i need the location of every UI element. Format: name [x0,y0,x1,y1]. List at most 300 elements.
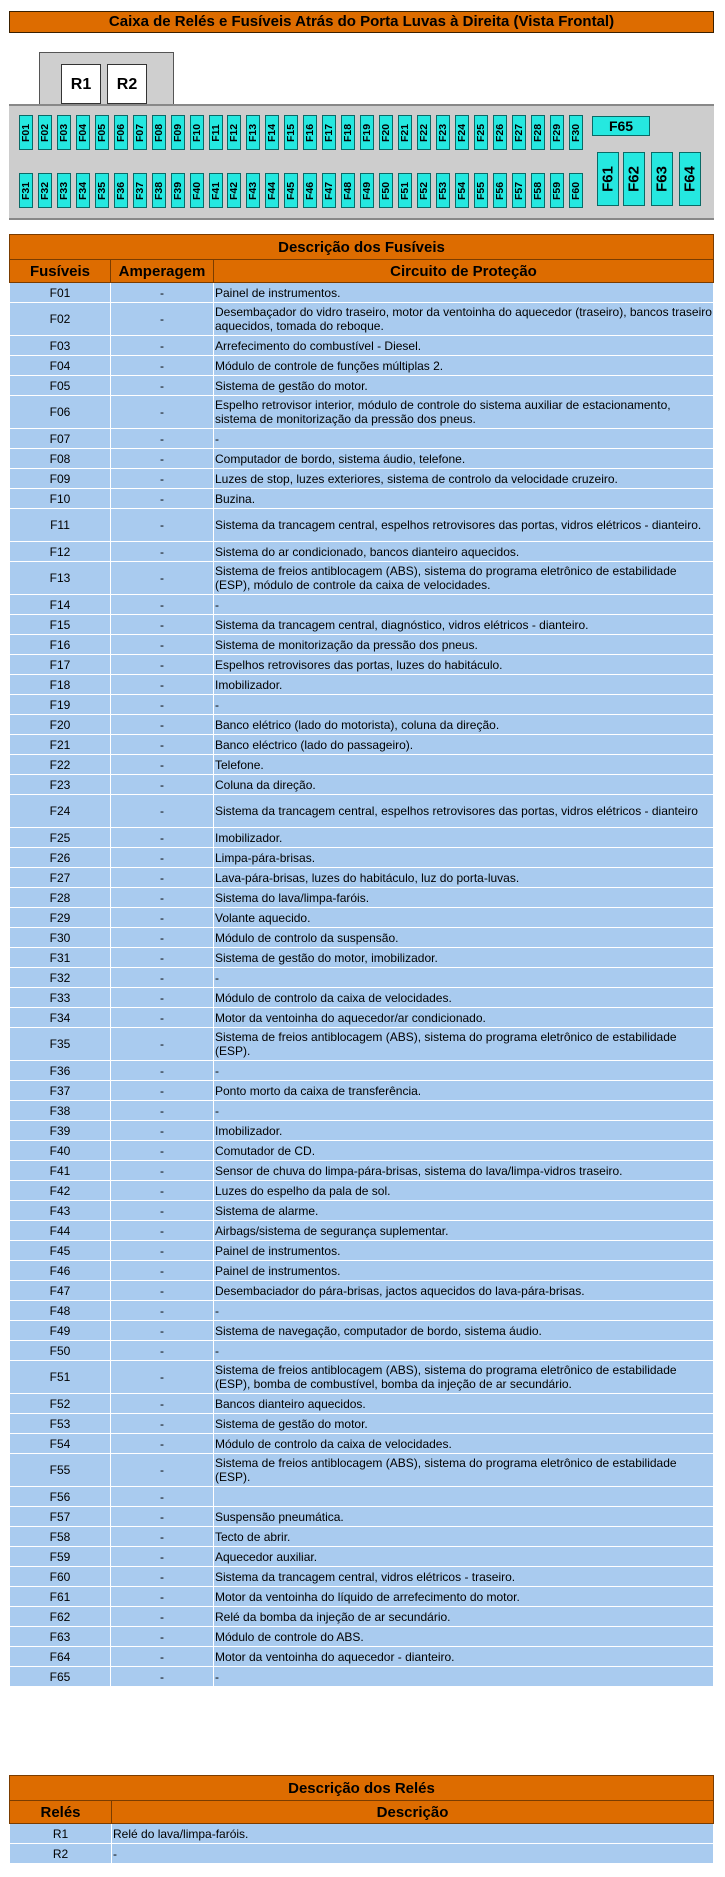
fuse-f53 [436,173,450,208]
fuse-label: F20 [380,123,393,142]
circuit-cell: Sensor de chuva do limpa-pára-brisas, sistema do lava/limpa-vidros traseiro. [214,1161,714,1181]
fuse-id-cell: F45 [10,1241,111,1261]
fuse-id-cell: F26 [10,848,111,868]
fuse-id-cell: F30 [10,928,111,948]
amperage-cell: - [111,868,214,888]
fuse-id-cell: F07 [10,429,111,449]
fuse-label: F05 [95,123,108,142]
fuse-label: F51 [399,181,411,200]
table-row [10,635,714,655]
table-row [10,1181,714,1201]
amperage-cell: - [111,795,214,828]
table-row [10,336,714,356]
fuse-label: F53 [436,181,449,200]
fuse-f49 [360,173,374,208]
table-row [10,1844,714,1864]
circuit-cell: Sistema de monitorização da pressão dos pneus. [214,635,714,655]
fuse-id-cell: F63 [10,1627,111,1647]
fuse-label: F61 [599,166,617,192]
amperage-cell: - [111,1627,214,1647]
circuit-cell: Suspensão pneumática. [214,1507,714,1527]
circuit-cell: Comutador de CD. [214,1141,714,1161]
fuse-id-cell: F37 [10,1081,111,1101]
fuse-id-cell: F49 [10,1321,111,1341]
fuse-f32 [38,173,52,208]
fuse-label: F35 [95,181,108,200]
fuse-f47 [322,173,336,208]
fuse-label: F41 [209,181,222,200]
fuse-label: F58 [531,181,544,200]
amperage-cell: - [111,1141,214,1161]
fuse-f26 [493,115,507,150]
fuse-f18 [341,115,355,150]
table-row [10,542,714,562]
fuse-id-cell: F05 [10,376,111,396]
fuse-label: F63 [653,166,671,192]
amperage-cell: - [111,1221,214,1241]
amperage-cell: - [111,755,214,775]
fuse-f13 [246,115,260,150]
fuse-label: F40 [190,181,203,200]
table-row [10,1121,714,1141]
fuse-f23 [436,115,450,150]
fuse-id-cell: F18 [10,675,111,695]
circuit-cell: Módulo de controlo da caixa de velocidades. [214,1434,714,1454]
amperage-cell: - [111,988,214,1008]
fuse-f27 [512,115,526,150]
table-row [10,828,714,848]
table-row [10,1301,714,1321]
amperage-cell: - [111,1161,214,1181]
circuit-cell: Espelho retrovisor interior, módulo de controle do sistema auxiliar de estacionamento, sistema de monitorização da pressão dos pneus. [214,396,714,429]
amperage-cell: - [111,1201,214,1221]
amperage-cell: - [111,1121,214,1141]
fuse-label: F32 [38,181,51,200]
fuse-label: F27 [512,123,525,142]
circuit-cell: Sistema da trancagem central, espelhos retrovisores das portas, vidros elétricos - dianteiro [214,795,714,828]
fuse-f38 [152,173,166,208]
table-row [10,775,714,795]
fuse-f33 [57,173,71,208]
fuse-id-cell: F20 [10,715,111,735]
relay-housing [39,52,174,104]
fuse-id-cell: F38 [10,1101,111,1121]
relay-table-caption: Descrição dos Relés [10,1776,714,1801]
fuse-id-cell: F35 [10,1028,111,1061]
fuse-f55 [474,173,488,208]
fuse-id-cell: F11 [10,509,111,542]
fuse-id-cell: F01 [10,283,111,303]
table-row [10,1824,714,1844]
amperage-cell: - [111,1414,214,1434]
fuse-label: F03 [57,123,70,142]
fuse-f04 [76,115,90,150]
fuse-id-cell: F44 [10,1221,111,1241]
fuse-label: F25 [474,123,487,142]
fuse-f57 [512,173,526,208]
circuit-cell: Sistema de freios antiblocagem (ABS), sistema do programa eletrônico de estabilidade (ESP). [214,1454,714,1487]
fuse-f56 [493,173,507,208]
fuse-id-cell: F17 [10,655,111,675]
fuse-label: F08 [152,123,165,142]
amperage-cell: - [111,1527,214,1547]
fuse-id-cell: F62 [10,1607,111,1627]
fuse-f19 [360,115,374,150]
circuit-cell: - [214,1341,714,1361]
fuse-id-cell: F34 [10,1008,111,1028]
fuse-f12 [227,115,241,150]
fuse-label: F39 [171,181,184,200]
fuse-label: F13 [247,123,260,142]
amperage-cell: - [111,449,214,469]
fuse-id-cell: F09 [10,469,111,489]
fuse-id-cell: F04 [10,356,111,376]
page-title: Caixa de Relés e Fusíveis Atrás do Porta Luvas à Direita (Vista Frontal) [9,11,714,33]
fuse-f28 [531,115,545,150]
fuse-f03 [57,115,71,150]
fuse-label: F11 [209,123,222,142]
fuse-f30 [569,115,583,150]
table-row [10,1487,714,1507]
circuit-cell [214,1487,714,1507]
fuse-f22 [417,115,431,150]
fuse-label: F46 [304,181,317,200]
amperage-cell: - [111,888,214,908]
circuit-cell: Sistema do lava/limpa-faróis. [214,888,714,908]
fuse-id-cell: F59 [10,1547,111,1567]
fuse-id-cell: F14 [10,595,111,615]
circuit-cell: Módulo de controle de funções múltiplas 2. [214,356,714,376]
table-row [10,1241,714,1261]
amperage-cell: - [111,509,214,542]
fuse-id-cell: F23 [10,775,111,795]
table-row [10,1061,714,1081]
fuse-id-cell: F27 [10,868,111,888]
fuse-f17 [322,115,336,150]
circuit-cell: Desembaçador do vidro traseiro, motor da ventoinha do aquecedor (traseiro), bancos traseiro aquecidos, tomada do reboque. [214,303,714,336]
relay-id-cell: R2 [10,1844,112,1864]
amperage-cell: - [111,1647,214,1667]
fuse-f40 [190,173,204,208]
fuse-f45 [284,173,298,208]
table-row [10,655,714,675]
fuse-f37 [133,173,147,208]
table-row [10,1261,714,1281]
table-row [10,1221,714,1241]
fuse-id-cell: F43 [10,1201,111,1221]
relay-desc-cell: - [112,1844,714,1864]
amperage-cell: - [111,1587,214,1607]
table-row [10,356,714,376]
circuit-cell: Arrefecimento do combustível - Diesel. [214,336,714,356]
table-row [10,675,714,695]
fuse-f54 [455,173,469,208]
amperage-cell: - [111,336,214,356]
amperage-cell: - [111,1487,214,1507]
table-row [10,1414,714,1434]
circuit-cell: Imobilizador. [214,675,714,695]
fuse-f20 [379,115,393,150]
table-row [10,1281,714,1301]
circuit-cell: Sistema de navegação, computador de bordo, sistema áudio. [214,1321,714,1341]
fuse-f39 [171,173,185,208]
fuse-label: F17 [323,123,336,142]
amperage-cell: - [111,1341,214,1361]
amperage-cell: - [111,1567,214,1587]
amperage-cell: - [111,1667,214,1687]
table-row [10,1587,714,1607]
circuit-cell: Imobilizador. [214,1121,714,1141]
amperage-cell: - [111,1434,214,1454]
table-row [10,1567,714,1587]
circuit-cell: Computador de bordo, sistema áudio, telefone. [214,449,714,469]
circuit-cell: Airbags/sistema de segurança suplementar. [214,1221,714,1241]
table-row [10,1028,714,1061]
relay-col-header: Relés [10,1801,112,1824]
circuit-cell: Aquecedor auxiliar. [214,1547,714,1567]
fuse-id-cell: F15 [10,615,111,635]
circuit-cell: Buzina. [214,489,714,509]
fuse-id-cell: F06 [10,396,111,429]
relay-r1: R1 [61,64,101,104]
fuse-label: F43 [247,181,260,200]
circuit-cell: Tecto de abrir. [214,1527,714,1547]
fuse-id-cell: F33 [10,988,111,1008]
fuse-table-caption: Descrição dos Fusíveis [10,235,714,260]
table-row [10,928,714,948]
table-row [10,396,714,429]
fuse-f29 [550,115,564,150]
amperage-cell: - [111,1507,214,1527]
circuit-cell: Luzes de stop, luzes exteriores, sistema de controlo da velocidade cruzeiro. [214,469,714,489]
fuse-id-cell: F02 [10,303,111,336]
fuse-id-cell: F25 [10,828,111,848]
amperage-cell: - [111,489,214,509]
table-row [10,1321,714,1341]
circuit-cell: Motor da ventoinha do aquecedor/ar condicionado. [214,1008,714,1028]
fuse-label: F56 [493,181,506,200]
fuse-id-cell: F53 [10,1414,111,1434]
table-row [10,429,714,449]
fuse-id-cell: F39 [10,1121,111,1141]
fuse-f02 [38,115,52,150]
circuit-cell: - [214,695,714,715]
fuse-id-cell: F32 [10,968,111,988]
table-row [10,1361,714,1394]
fuse-f58 [531,173,545,208]
fuse-id-cell: F65 [10,1667,111,1687]
fuse-label: F45 [285,181,298,200]
fuse-label: F16 [304,123,317,142]
fuse-id-cell: F22 [10,755,111,775]
table-row [10,735,714,755]
fuse-label: F14 [266,123,279,142]
circuit-cell: Banco elétrico (lado do motorista), coluna da direção. [214,715,714,735]
fuse-label: F64 [681,166,699,192]
fuse-id-cell: F12 [10,542,111,562]
fuse-f24 [455,115,469,150]
table-row [10,1667,714,1687]
fuse-label: F07 [133,123,146,142]
amperage-cell: - [111,655,214,675]
table-row [10,595,714,615]
fuse-id-cell: F36 [10,1061,111,1081]
fuse-label: F12 [228,123,241,142]
fuse-id-cell: F08 [10,449,111,469]
fuse-f35 [95,173,109,208]
table-row [10,376,714,396]
table-row [10,1507,714,1527]
amperage-cell: - [111,1241,214,1261]
fuse-label: F01 [20,123,32,142]
relay-r2: R2 [107,64,147,104]
table-row [10,868,714,888]
table-row [10,283,714,303]
amperage-cell: - [111,283,214,303]
fuse-label: F36 [114,181,127,200]
fuse-label: F02 [38,123,51,142]
fuse-id-cell: F42 [10,1181,111,1201]
amperage-cell: - [111,356,214,376]
amperage-cell: - [111,1101,214,1121]
fuse-id-cell: F52 [10,1394,111,1414]
circuit-cell: Painel de instrumentos. [214,1241,714,1261]
fuse-label: F50 [380,181,393,200]
fuse-label: F09 [171,123,184,142]
amperage-cell: - [111,948,214,968]
circuit-cell: Ponto morto da caixa de transferência. [214,1081,714,1101]
table-row [10,908,714,928]
circuit-cell: Sistema de alarme. [214,1201,714,1221]
fuse-f08 [152,115,166,150]
fuse-label: F24 [455,123,468,142]
fuse-f43 [246,173,260,208]
fuse-f44 [265,173,279,208]
fuse-id-cell: F28 [10,888,111,908]
fuse-label: F15 [285,123,298,142]
fuse-label: F18 [342,123,355,142]
table-row [10,795,714,828]
amperage-cell: - [111,1607,214,1627]
fuse-f25 [474,115,488,150]
fuse-f05 [95,115,109,150]
fuse-id-cell: F41 [10,1161,111,1181]
table-row [10,449,714,469]
fuse-f16 [303,115,317,150]
circuit-cell: Banco eléctrico (lado do passageiro). [214,735,714,755]
fuse-f62 [623,152,645,206]
amperage-cell: - [111,695,214,715]
amperage-cell: - [111,1281,214,1301]
table-row [10,888,714,908]
table-row [10,968,714,988]
fuse-label: F21 [399,123,411,142]
circuit-cell: Sistema da trancagem central, diagnóstico, vidros elétricos - dianteiro. [214,615,714,635]
circuit-cell: Sistema de gestão do motor. [214,376,714,396]
fuse-label: F42 [228,181,241,200]
table-row [10,695,714,715]
fuse-id-cell: F61 [10,1587,111,1607]
fuse-id-cell: F03 [10,336,111,356]
fuse-f59 [550,173,564,208]
circuit-cell: Painel de instrumentos. [214,283,714,303]
fuse-id-cell: F50 [10,1341,111,1361]
amperage-cell: - [111,1394,214,1414]
amperage-cell: - [111,1361,214,1394]
relay-table [9,1775,714,1864]
fuse-table [9,234,714,1687]
fuse-label: F49 [361,181,374,200]
circuit-cell: Sistema do ar condicionado, bancos dianteiro aquecidos. [214,542,714,562]
circuit-cell: Motor da ventoinha do líquido de arrefecimento do motor. [214,1587,714,1607]
relay-desc-col-header: Descrição [112,1801,714,1824]
fuse-label: F44 [266,181,279,200]
table-row [10,715,714,735]
fuse-label: F48 [342,181,355,200]
circuit-cell: Bancos dianteiro aquecidos. [214,1394,714,1414]
relay-desc-cell: Relé do lava/limpa-faróis. [112,1824,714,1844]
amperage-cell: - [111,429,214,449]
fuse-label: F06 [114,123,127,142]
fuse-label: F33 [57,181,70,200]
table-row [10,1081,714,1101]
fuse-label: F52 [417,181,430,200]
circuit-cell: Sistema da trancagem central, espelhos retrovisores das portas, vidros elétricos - dianteiro. [214,509,714,542]
circuit-cell: Volante aquecido. [214,908,714,928]
amperage-cell: - [111,1081,214,1101]
fuse-f11 [209,115,223,150]
fuse-id-cell: F10 [10,489,111,509]
amperage-cell: - [111,469,214,489]
circuit-cell: Sistema de freios antiblocagem (ABS), sistema do programa eletrônico de estabilidade (ESP). [214,1028,714,1061]
circuit-cell: - [214,1301,714,1321]
fuse-label: F38 [152,181,165,200]
amperage-cell: - [111,848,214,868]
amperage-cell: - [111,635,214,655]
amperage-cell: - [111,615,214,635]
fuse-id-cell: F55 [10,1454,111,1487]
table-row [10,1434,714,1454]
amperage-cell: - [111,376,214,396]
fuse-id-cell: F16 [10,635,111,655]
fuse-f42 [227,173,241,208]
amperage-cell: - [111,1301,214,1321]
fuse-id-cell: F51 [10,1361,111,1394]
fuse-f06 [114,115,128,150]
fuse-id-cell: F60 [10,1567,111,1587]
table-row [10,755,714,775]
circuit-cell: Telefone. [214,755,714,775]
fuse-id-cell: F31 [10,948,111,968]
amperage-cell: - [111,1321,214,1341]
fuse-id-cell: F21 [10,735,111,755]
fuse-f50 [379,173,393,208]
table-row [10,303,714,336]
amperage-cell: - [111,1028,214,1061]
fuse-label: F29 [550,123,563,142]
fuse-id-cell: F40 [10,1141,111,1161]
fuse-label: F57 [512,181,525,200]
fuse-f61 [597,152,619,206]
fuse-col-header: Fusíveis [10,260,111,283]
table-row [10,1627,714,1647]
fuse-f10 [190,115,204,150]
table-row [10,489,714,509]
circuit-cell: Relé da bomba da injeção de ar secundário. [214,1607,714,1627]
circuit-cell: Sistema de gestão do motor. [214,1414,714,1434]
circuit-col-header: Circuito de Proteção [214,260,714,283]
amperage-cell: - [111,775,214,795]
